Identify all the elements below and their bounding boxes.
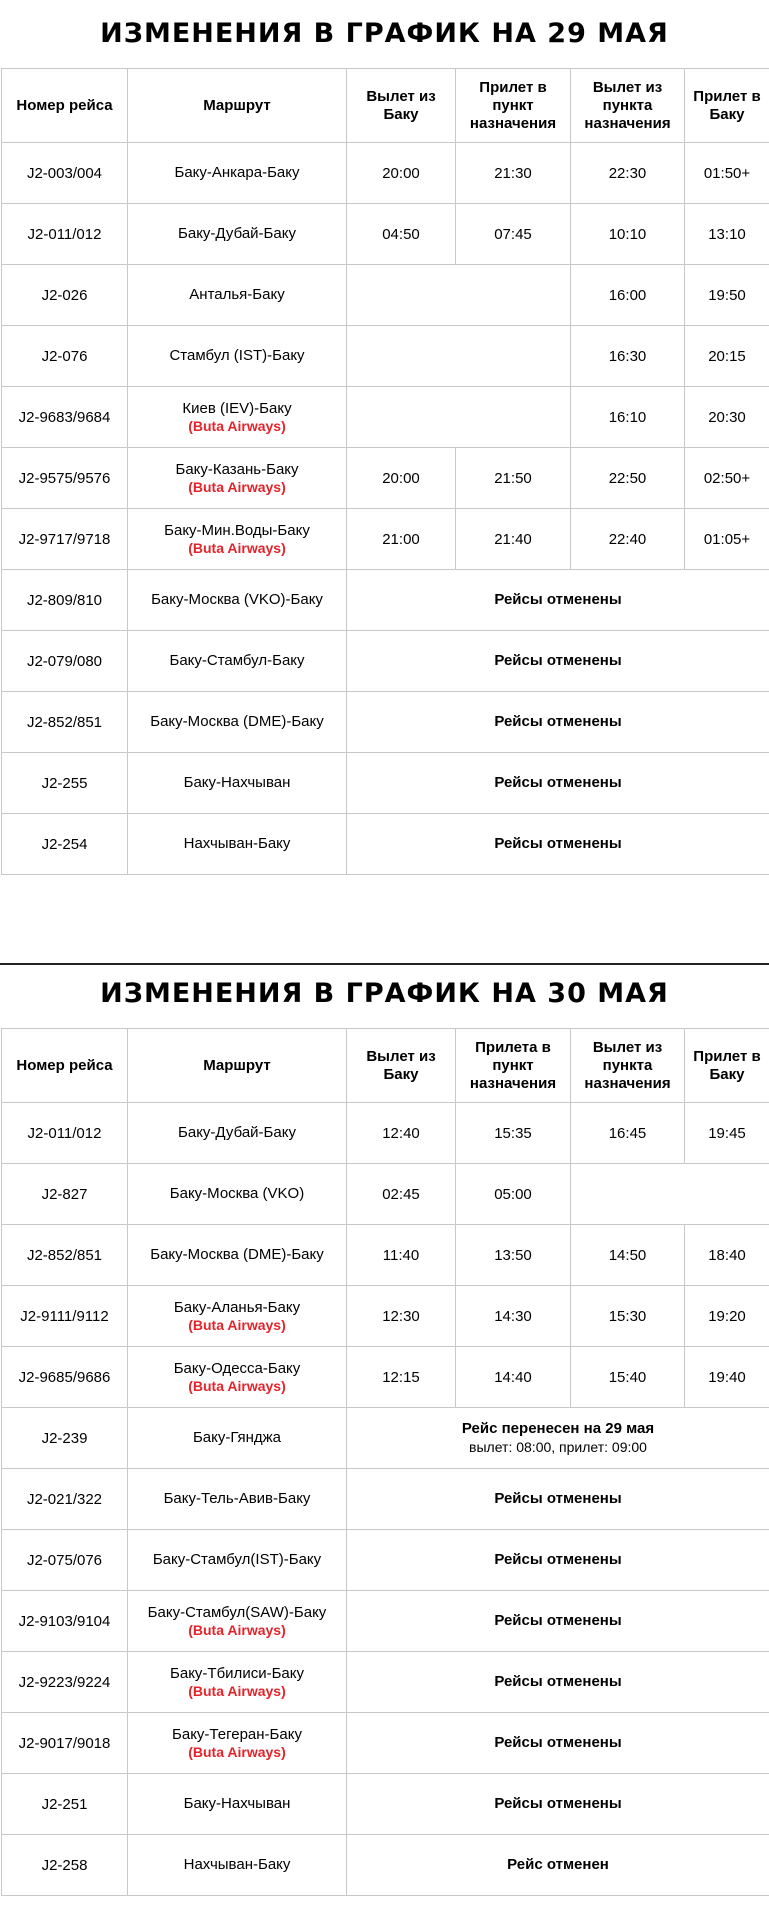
flight-number: J2-026: [2, 265, 128, 326]
flight-number: J2-9111/9112: [2, 1286, 128, 1347]
table-row: [2, 204, 769, 265]
table-row: [2, 1103, 769, 1164]
flight-status: Рейсы отменены: [494, 652, 622, 669]
column-header: Прилет в Баку: [685, 69, 769, 143]
table-row: [2, 265, 769, 326]
route-name: Баку-Стамбул(SAW)-Баку: [147, 1603, 327, 1621]
flight-number: J2-079/080: [2, 631, 128, 692]
flight-number: J2-255: [2, 753, 128, 814]
flight-status: Рейсы отменены: [494, 1734, 622, 1751]
route-cell: [128, 448, 347, 509]
column-header: Прилета в пункт назначения: [456, 1029, 571, 1103]
column-header: Вылет из пункта назначения: [571, 1029, 685, 1103]
route-name: Баку-Анкара-Баку: [174, 164, 300, 181]
route-cell: [128, 1530, 347, 1591]
route-cell: [128, 570, 347, 631]
flight-number: J2-852/851: [2, 692, 128, 753]
route-name: Баку-Дубай-Баку: [178, 225, 296, 242]
route-cell: [128, 1835, 347, 1896]
column-header: Маршрут: [128, 69, 347, 143]
departure-destination: 16:30: [571, 326, 685, 387]
route-name: Баку-Стамбул(IST)-Баку: [152, 1551, 322, 1568]
table-row: [2, 1286, 769, 1347]
route-cell: [128, 1408, 347, 1469]
route-cell: [128, 326, 347, 387]
flight-number: J2-9683/9684: [2, 387, 128, 448]
flight-number: J2-852/851: [2, 1225, 128, 1286]
table-row: [2, 1164, 769, 1225]
empty-cell: [347, 326, 571, 387]
table-row: [2, 1225, 769, 1286]
table-row: [2, 1713, 769, 1774]
empty-cell: [347, 265, 571, 326]
route-name: Баку-Тель-Авив-Баку: [163, 1490, 311, 1507]
route-cell: [128, 204, 347, 265]
section-title: ИЗМЕНЕНИЯ В ГРАФИК НА 30 МАЯ: [100, 978, 669, 1009]
route-cell: [128, 753, 347, 814]
column-header: Номер рейса: [2, 69, 128, 143]
route-name: Анталья-Баку: [189, 286, 285, 303]
table-row: [2, 1347, 769, 1408]
table-row: [2, 143, 769, 204]
flight-number: J2-075/076: [2, 1530, 128, 1591]
flight-status: Рейсы отменены: [494, 591, 622, 608]
arrival-destination: 21:40: [456, 509, 571, 570]
departure-baku: 12:40: [347, 1103, 456, 1164]
table-row: [2, 1591, 769, 1652]
status-cell: [347, 1591, 769, 1652]
route-cell: [128, 1652, 347, 1713]
carrier-label: (Buta Airways): [188, 1743, 286, 1760]
route-name: Баку-Тегеран-Баку: [172, 1725, 302, 1743]
flight-number: J2-251: [2, 1774, 128, 1835]
flight-number: J2-9017/9018: [2, 1713, 128, 1774]
flight-number: J2-258: [2, 1835, 128, 1896]
route-name: Баку-Нахчыван: [183, 774, 291, 791]
route-cell: [128, 1774, 347, 1835]
route-cell: [128, 509, 347, 570]
route-name: Нахчыван-Баку: [183, 835, 291, 852]
column-header: Прилет в Баку: [685, 1029, 769, 1103]
flight-status: Рейсы отменены: [494, 713, 622, 730]
arrival-baku: 18:40: [685, 1225, 769, 1286]
carrier-label: (Buta Airways): [188, 1621, 286, 1638]
arrival-destination: 13:50: [456, 1225, 571, 1286]
arrival-baku: 01:50+: [685, 143, 769, 204]
route-name: Стамбул (IST)-Баку: [169, 347, 305, 364]
arrival-baku: 20:30: [685, 387, 769, 448]
flight-number: J2-9685/9686: [2, 1347, 128, 1408]
arrival-baku: 19:20: [685, 1286, 769, 1347]
table-row: [2, 631, 769, 692]
route-cell: [128, 1469, 347, 1530]
flight-number: J2-827: [2, 1164, 128, 1225]
status-cell: [347, 814, 769, 875]
route-name: Баку-Москва (VKO)-Баку: [151, 591, 323, 608]
table-row: [2, 1652, 769, 1713]
flight-status: Рейсы отменены: [494, 1490, 622, 1507]
status-cell: [347, 1469, 769, 1530]
column-header: Вылет из пункта назначения: [571, 69, 685, 143]
table-row: [2, 692, 769, 753]
flight-status: Рейсы отменены: [494, 774, 622, 791]
flight-status: Рейс перенесен на 29 мая: [461, 1420, 655, 1437]
route-cell: [128, 265, 347, 326]
route-name: Баку-Нахчыван: [183, 1795, 291, 1812]
route-cell: [128, 1103, 347, 1164]
route-name: Баку-Стамбул-Баку: [169, 652, 305, 669]
flight-number: J2-011/012: [2, 1103, 128, 1164]
departure-destination: 16:00: [571, 265, 685, 326]
route-cell: [128, 692, 347, 753]
departure-destination: 16:10: [571, 387, 685, 448]
route-name: Нахчыван-Баку: [183, 1856, 291, 1873]
section-title: ИЗМЕНЕНИЯ В ГРАФИК НА 29 МАЯ: [100, 18, 669, 49]
table-row: [2, 509, 769, 570]
table-row: [2, 448, 769, 509]
status-cell: [347, 1408, 769, 1469]
status-cell: [347, 1713, 769, 1774]
table-row: [2, 1469, 769, 1530]
arrival-baku: 19:50: [685, 265, 769, 326]
section-divider: [0, 963, 769, 965]
column-header: Маршрут: [128, 1029, 347, 1103]
arrival-baku: 01:05+: [685, 509, 769, 570]
flight-number: J2-239: [2, 1408, 128, 1469]
arrival-baku: 19:40: [685, 1347, 769, 1408]
table-row: [2, 570, 769, 631]
arrival-destination: 14:40: [456, 1347, 571, 1408]
flight-number: J2-021/322: [2, 1469, 128, 1530]
departure-destination: 15:40: [571, 1347, 685, 1408]
carrier-label: (Buta Airways): [188, 478, 286, 495]
route-name: Баку-Аланья-Баку: [173, 1298, 301, 1316]
flight-number: J2-9223/9224: [2, 1652, 128, 1713]
route-cell: [128, 814, 347, 875]
arrival-destination: 21:30: [456, 143, 571, 204]
route-name: Киев (IEV)-Баку: [182, 399, 292, 417]
schedule-table: [1, 1028, 769, 1896]
empty-cell: [347, 387, 571, 448]
flight-number: J2-809/810: [2, 570, 128, 631]
table-row: [2, 1774, 769, 1835]
flight-status: Рейсы отменены: [494, 1612, 622, 1629]
arrival-baku: 19:45: [685, 1103, 769, 1164]
departure-baku: 20:00: [347, 448, 456, 509]
table-row: [2, 814, 769, 875]
flight-status: Рейсы отменены: [494, 1795, 622, 1812]
table-header-row: [2, 1029, 769, 1103]
table-row: [2, 1408, 769, 1469]
route-cell: [128, 1713, 347, 1774]
flight-status: Рейсы отменены: [494, 1551, 622, 1568]
arrival-destination: 14:30: [456, 1286, 571, 1347]
route-cell: [128, 1591, 347, 1652]
departure-destination: 10:10: [571, 204, 685, 265]
route-name: Баку-Москва (DME)-Баку: [150, 1246, 324, 1263]
table-row: [2, 1530, 769, 1591]
departure-destination: 22:40: [571, 509, 685, 570]
departure-baku: 21:00: [347, 509, 456, 570]
arrival-baku: 13:10: [685, 204, 769, 265]
flight-number: J2-9575/9576: [2, 448, 128, 509]
carrier-label: (Buta Airways): [188, 539, 286, 556]
carrier-label: (Buta Airways): [188, 1316, 286, 1333]
departure-baku: 11:40: [347, 1225, 456, 1286]
departure-destination: 14:50: [571, 1225, 685, 1286]
route-cell: [128, 1164, 347, 1225]
route-cell: [128, 1225, 347, 1286]
departure-destination: 15:30: [571, 1286, 685, 1347]
flight-number: J2-9103/9104: [2, 1591, 128, 1652]
arrival-baku: 20:15: [685, 326, 769, 387]
departure-destination: 16:45: [571, 1103, 685, 1164]
status-cell: [347, 631, 769, 692]
column-header: Вылет из Баку: [347, 69, 456, 143]
status-cell: [347, 1652, 769, 1713]
status-cell: [347, 753, 769, 814]
route-cell: [128, 1347, 347, 1408]
status-cell: [347, 1530, 769, 1591]
route-cell: [128, 387, 347, 448]
carrier-label: (Buta Airways): [188, 1377, 286, 1394]
carrier-label: (Buta Airways): [188, 417, 286, 434]
schedule-table: [1, 68, 769, 875]
table-row: [2, 387, 769, 448]
route-cell: [128, 143, 347, 204]
flight-number: J2-011/012: [2, 204, 128, 265]
table-row: [2, 753, 769, 814]
arrival-destination: 07:45: [456, 204, 571, 265]
route-name: Баку-Тбилиси-Баку: [170, 1664, 304, 1682]
flight-status: Рейсы отменены: [494, 835, 622, 852]
status-detail: вылет: 08:00, прилет: 09:00: [469, 1439, 647, 1455]
empty-cell: [571, 1164, 769, 1225]
arrival-destination: 21:50: [456, 448, 571, 509]
flight-number: J2-9717/9718: [2, 509, 128, 570]
departure-baku: 12:15: [347, 1347, 456, 1408]
route-name: Баку-Мин.Воды-Баку: [164, 521, 310, 539]
status-cell: [347, 1774, 769, 1835]
carrier-label: (Buta Airways): [188, 1682, 286, 1699]
arrival-destination: 15:35: [456, 1103, 571, 1164]
departure-destination: 22:30: [571, 143, 685, 204]
status-cell: [347, 692, 769, 753]
column-header: Вылет из Баку: [347, 1029, 456, 1103]
status-cell: [347, 570, 769, 631]
arrival-baku: 02:50+: [685, 448, 769, 509]
flight-status: Рейсы отменены: [494, 1673, 622, 1690]
table-row: [2, 1835, 769, 1896]
route-name: Баку-Москва (VKO): [169, 1185, 305, 1202]
column-header: Номер рейса: [2, 1029, 128, 1103]
route-name: Баку-Одесса-Баку: [173, 1359, 301, 1377]
arrival-destination: 05:00: [456, 1164, 571, 1225]
route-cell: [128, 631, 347, 692]
route-name: Баку-Гянджа: [192, 1429, 282, 1446]
column-header: Прилет в пункт назначения: [456, 69, 571, 143]
departure-baku: 02:45: [347, 1164, 456, 1225]
departure-destination: 22:50: [571, 448, 685, 509]
departure-baku: 12:30: [347, 1286, 456, 1347]
status-cell: [347, 1835, 769, 1896]
departure-baku: 04:50: [347, 204, 456, 265]
route-name: Баку-Казань-Баку: [175, 460, 299, 478]
departure-baku: 20:00: [347, 143, 456, 204]
route-cell: [128, 1286, 347, 1347]
route-name: Баку-Москва (DME)-Баку: [150, 713, 324, 730]
flight-number: J2-076: [2, 326, 128, 387]
table-header-row: [2, 69, 769, 143]
route-name: Баку-Дубай-Баку: [178, 1124, 296, 1141]
flight-number: J2-003/004: [2, 143, 128, 204]
table-row: [2, 326, 769, 387]
flight-status: Рейс отменен: [507, 1856, 609, 1873]
flight-number: J2-254: [2, 814, 128, 875]
